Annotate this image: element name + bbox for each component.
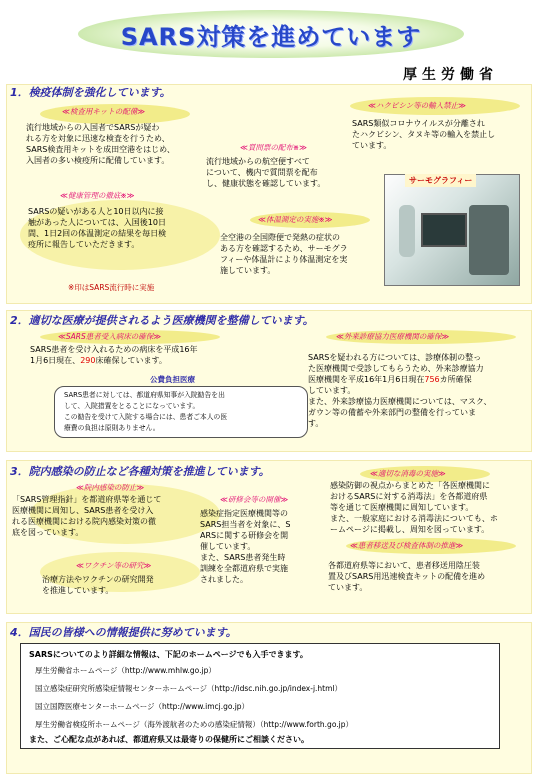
training-text: 感染症指定医療機関等の SARS担当者を対象に、S ARSに関する研修会を開 催しています。 また、SARS患者発生時 訓練を全都道府県で実施 されました。 [200,509,291,584]
footnote: ※印はSARS流行時に実施 [68,283,155,292]
guideline-title: ≪院内感染の防止≫ [76,483,145,492]
health-check-text: SARSの疑いがある人と10日以内に接 触があった人については、入国後10日 間、1日2回の体温測定の結果を毎日検 疫所に報告していただきます。 [28,207,167,249]
thermography-label: サーモグラフィー [405,174,476,187]
info-box [20,643,500,749]
info-intro: SARSについてのより詳細な情報は、下記のホームページでも入手できます。 [29,650,308,659]
beds-title: ≪SARS患者受入病床の確保≫ [58,332,162,341]
link-forth[interactable]: 厚生労働省検疫所ホームページ（海外渡航者のための感染症情報）（http://www.forth.go.jp） [35,720,354,729]
ban-title: ≪ハクビシン等の輸入禁止≫ [368,101,467,110]
section4-heading: 4．国民の皆様への情報提供に努めています。 [10,626,237,639]
title-banner [78,10,464,58]
outpatient-count: 756 [424,375,440,384]
notice-title: 公費負担医療 [150,375,195,384]
page-title: SARS対策を進めています [120,22,422,51]
person-figure [399,205,415,257]
outpatient-text-before: SARSを疑われる方については、診療体制の整っ た医療機関で受診してもらうため、外来診療協力 医療機関を平成16年1月6日現在 [308,353,484,384]
temperature-title: ≪体温測定の実施※≫ [258,215,333,224]
questionnaire-title: ≪質問票の配布※≫ [240,143,307,152]
kit-title: ≪検査用キットの配備≫ [62,107,146,116]
section3-heading: 3．院内感染の防止など各種対策を推進しています。 [10,465,270,478]
transport-title: ≪患者移送及び検査体制の推進≫ [350,541,464,550]
link-mhlw[interactable]: 厚生労働省ホームページ（http://www.mhlw.go.jp） [35,666,216,675]
outpatient-text-after: カ所確保 しています。 また、外来診療協力医療機関については、マスク、 ガウン等の備蓄や外来部門の整備を行っていま す。 [308,375,492,428]
camera-device [469,205,509,275]
temperature-text: 全空港の全国際便で発熱の症状の ある方を確認するため、サーモグラ フィーや体温計により体温測定を実 施しています。 [220,233,348,275]
outpatient-text [308,352,492,429]
link-idsc[interactable]: 国立感染症研究所感染症情報センターホームページ（http://idsc.nih.go.jp/index-j.html） [35,684,343,693]
vaccine-title: ≪ワクチン等の研究≫ [76,561,152,570]
vaccine-text: 治療方法やワクチンの研究開発 を推進しています。 [42,575,154,595]
beds-text-before: SARS患者を受け入れるための病床を平成16年 1月6日現在、 [30,345,198,365]
questionnaire-text: 流行地域からの航空便すべて について、機内で質問票を配布 し、健康状態を確認しています。 [206,157,326,188]
info-closing: また、ご心配な点があれば、都道府県又は最寄りの保健所にご相談ください。 [29,735,309,744]
beds-text [30,344,198,366]
guideline-text: 「SARS管理指針」を都道府県等を通じて 医療機関に周知し、SARS患者を受け入 れる医療機関における院内感染対策の徹 底を図っています。 [12,495,162,537]
beds-text-after: 床確保しています。 [95,356,167,365]
disinfection-text: 感染防御の視点からまとめた「各医療機関に おけるSARSに対する消毒法」を各都道府県 等を通じて医療機関に周知しています。 また、一般家庭における消毒法についても、ホ ームページに掲載し、周知を図っています。 [330,481,498,534]
kit-text: 流行地域からの入国者でSARSが疑わ れる方を対象に迅速な検査を行うため、 SARS検査用キットを成田空港をはじめ、 入国者の多い検疫所に配備しています。 [26,123,175,165]
notice-text: SARS患者に対しては、都道府県知事が入院勧告を出 して、入院措置をとることになっています。 この勧告を受けて入院する場合には、患者ご本人の医 療費の負担は原則ありません。 [64,391,228,432]
health-check-title: ≪健康管理の徹底※≫ [60,191,135,200]
transport-text: 各都道府県等において、患者移送用陰圧装 置及びSARS用迅速検査キットの配備を進め ています。 [328,561,486,592]
beds-count: 290 [80,356,96,365]
link-imcj[interactable]: 国立国際医療センターホームページ（http://www.imcj.go.jp） [35,702,250,711]
training-title: ≪研修会等の開催≫ [220,495,289,504]
thermography-photo [384,174,520,286]
disinfection-title: ≪適切な消毒の実施≫ [370,469,446,478]
outpatient-title: ≪外来診療協力医療機関の確保≫ [336,332,450,341]
monitor-screen [421,213,467,247]
section1-heading: 1．検疫体制を強化しています。 [10,86,171,99]
ministry-name: 厚生労働省 [403,67,498,83]
ban-text: SARS類似コロナウイルスが分離され たハクビシン、タヌキ等の輸入を禁止し ています。 [352,119,496,150]
section2-heading: 2．適切な医療が提供されるよう医療機関を整備しています。 [10,314,314,327]
